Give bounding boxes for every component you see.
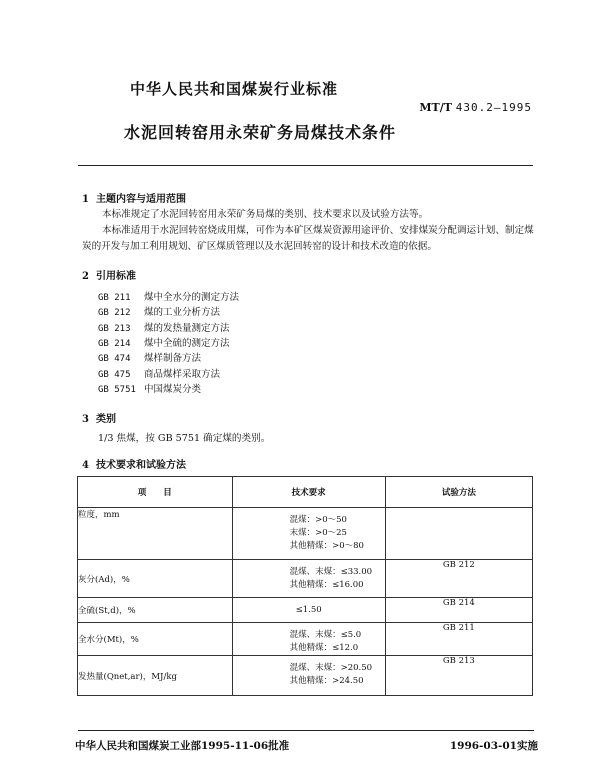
reference-item — [98, 381, 201, 395]
requirement-line: 混煤、末煤：≤33.00 — [289, 567, 373, 577]
reference-item — [98, 304, 220, 318]
table-row — [78, 598, 533, 623]
table-cell-method: GB 211 — [385, 623, 532, 656]
standard-code: 430.2—1995 — [455, 101, 532, 114]
requirement-line: ≤1.50 — [295, 605, 322, 615]
table-cell-requirement — [232, 560, 385, 598]
table-cell-requirement — [232, 598, 385, 623]
reference-name: 中国煤炭分类 — [144, 383, 202, 395]
reference-item — [98, 289, 239, 303]
table-cell-method: GB 212 — [385, 560, 532, 598]
requirement-line: 末煤：>0～25 — [289, 528, 347, 538]
table-cell-method — [385, 508, 532, 560]
requirement-line: 其他精煤：≤12.0 — [289, 643, 359, 653]
table-header-item: 项 目 — [78, 477, 233, 508]
table-cell-item: 全水分(Mt)，% — [78, 623, 233, 656]
table-header-method: 试验方法 — [385, 477, 532, 508]
table-header-requirement: 技术要求 — [232, 477, 385, 508]
section-1-heading: 1 主题内容与适用范围 — [82, 194, 186, 205]
issue-note: 中华人民共和国煤炭工业部1995-11-06批准 — [75, 740, 290, 752]
table-row — [78, 560, 533, 598]
reference-name: 煤中全水分的测定方法 — [144, 292, 240, 303]
reference-code: GB 475 — [98, 369, 131, 380]
standard-prefix: MT/T — [419, 101, 452, 114]
section-1-para-1: 本标准规定了水泥回转窑用永荣矿务局煤的类别、技术要求以及试验方法等。 — [102, 209, 429, 220]
table-cell-requirement — [232, 508, 385, 560]
reference-name: 煤的发热量测定方法 — [144, 322, 230, 334]
table-cell-item: 发热量(Qnet,ar)，MJ/kg — [78, 656, 233, 696]
requirement-line: 其他精煤：≤16.00 — [289, 580, 364, 590]
table-cell-item: 粒度，mm — [78, 508, 233, 560]
table-header-row — [78, 477, 533, 508]
table-row — [78, 508, 533, 560]
section-1-para-2: 本标准适用于水泥回转窑烧成用煤，可作为本矿区煤炭资源用途评价、安排煤炭分配调运计划、制定煤炭的开发与加工利用规划、矿区煤质管理以及水泥回转窑的设计和技术改造的依据。 — [82, 225, 534, 252]
document-title: 水泥回转窑用永荣矿务局煤技术条件 — [124, 123, 397, 142]
table-cell-method: GB 214 — [385, 598, 532, 623]
reference-code: GB 211 — [98, 293, 131, 303]
requirement-line: 混煤、末煤：>20.50 — [289, 663, 373, 673]
reference-code: GB 214 — [98, 338, 131, 349]
reference-item — [98, 335, 230, 349]
table-cell-method: GB 213 — [385, 656, 532, 696]
reference-item — [98, 366, 220, 380]
requirement-line: 其他精煤：>0～80 — [289, 541, 364, 551]
reference-code: GB 212 — [98, 308, 131, 319]
table-cell-requirement — [232, 656, 385, 696]
reference-code: GB 474 — [98, 354, 131, 365]
table-cell-item: 灰分(Ad)，% — [78, 560, 233, 598]
reference-name: 煤的工业分析方法 — [144, 307, 221, 319]
spec-table — [77, 476, 533, 696]
table-cell-item: 全硫(St,d)，% — [78, 598, 233, 623]
section-2-heading: 2 引用标准 — [82, 271, 136, 282]
reference-name: 煤中全硫的测定方法 — [144, 337, 230, 349]
table-cell-requirement — [232, 623, 385, 656]
section-3-heading: 3 类别 — [82, 414, 116, 425]
section-4-heading: 4 技术要求和试验方法 — [82, 460, 186, 471]
coal-class-text: 1/3 焦煤，按 GB 5751 确定煤的类别。 — [98, 433, 271, 444]
reference-item — [98, 350, 201, 364]
requirement-line: 混煤：>0～50 — [289, 515, 347, 525]
standard-number — [419, 101, 532, 114]
reference-item — [98, 320, 230, 334]
footer-divider — [78, 730, 534, 731]
title-divider — [78, 165, 533, 166]
reference-name: 煤样制备方法 — [144, 353, 202, 365]
table-row — [78, 656, 533, 696]
reference-code: GB 213 — [98, 323, 131, 334]
reference-name: 商品煤样采取方法 — [144, 368, 221, 380]
requirement-line: 其他精煤：>24.50 — [289, 676, 364, 686]
table-row — [78, 623, 533, 656]
effective-note: 1996-03-01实施 — [449, 740, 538, 752]
reference-code: GB 5751 — [98, 384, 136, 395]
requirement-line: 混煤、末煤：≤5.0 — [289, 630, 362, 640]
standard-category: 中华人民共和国煤炭行业标准 — [130, 80, 339, 98]
